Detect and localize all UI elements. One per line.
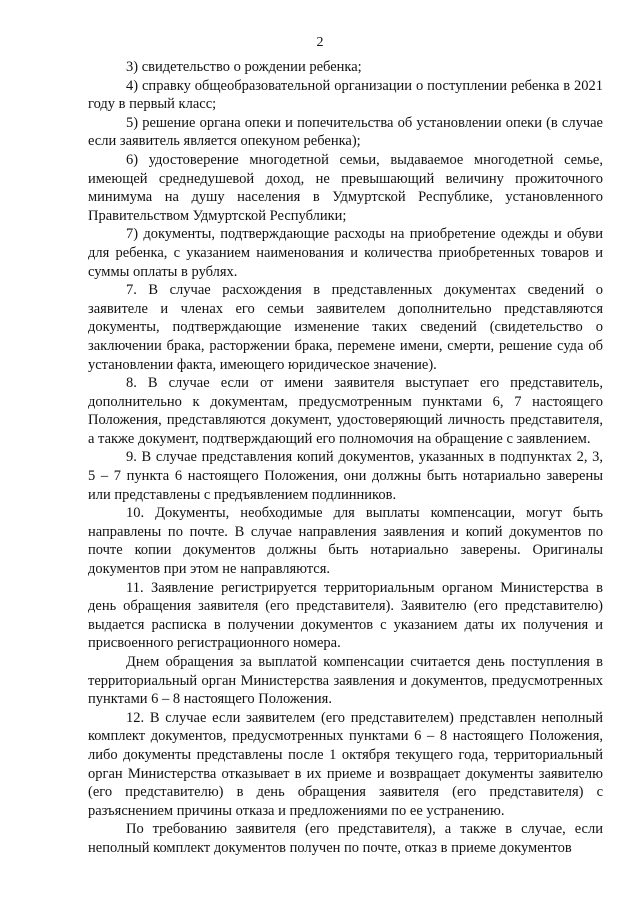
paragraph-clause-7: 7. В случае расхождения в представленных документах сведений о заявителе и членах его семьи заявителем дополнительно представляются документы, подтверждающие изменение таких сведений (свидетельство о заключении брака, расторжении брака, перемене имени, смерти, решение суда об установлении факта, имеющего юридическое значение). <box>88 282 603 373</box>
paragraph-clause-12: 12. В случае если заявителем (его представителем) представлен неполный комплект документов, предусмотренных пунктами 6 – 8 настоящего Положения, либо документы представлены после 1 октября текущего года, территориальный орган Министерства отказывает в их приеме и возвращает документы заявителю (его представителю) в день обращения заявителя (его представителя) с разъяснением причины отказа и предложениями по ее устранению. <box>88 709 603 819</box>
paragraph-refusal-request: По требованию заявителя (его представителя), а также в случае, если неполный комплект документов получен по почте, отказ в приеме документов <box>88 821 603 856</box>
paragraph-item-4: 4) справку общеобразовательной организации о поступлении ребенка в 2021 году в первый класс; <box>88 77 603 113</box>
paragraph-clause-10: 10. Документы, необходимые для выплаты компенсации, могут быть направлены по почте. В случае направления заявления и копий документов по почте копии документов должны быть нотариально заверены. Оригиналы документов при этом не направляются. <box>88 505 603 578</box>
paragraph-item-7: 7) документы, подтверждающие расходы на приобретение одежды и обуви для ребенка, с указанием наименования и количества приобретенных товаров и суммы оплаты в рублях. <box>88 226 603 280</box>
paragraph-item-5: 5) решение органа опеки и попечительства об установлении опеки (в случае если заявитель является опекуном ребенка); <box>88 114 603 150</box>
paragraph-item-6: 6) удостоверение многодетной семьи, выдаваемое многодетной семье, имеющей среднедушевой доход, не превышающий величину прожиточного минимума на душу населения в Удмуртской Республике, установленного Правительством Удмуртской Республики; <box>88 151 603 224</box>
document-body <box>88 58 603 858</box>
paragraph-clause-11: 11. Заявление регистрируется территориальным органом Министерства в день обращения заявителя (его представителя). Заявителю (его представителю) выдается расписка в получении документов с указанием даты их получения и присвоенного регистрационного номера. <box>88 579 603 652</box>
page-number: 2 <box>316 35 324 50</box>
paragraph-clause-8: 8. В случае если от имени заявителя выступает его представитель, дополнительно к документам, предусмотренным пунктами 6, 7 настоящего Положения, представляются документ, удостоверяющий личность представителя, а также документ, подтверждающий его полномочия на обращение с заявлением. <box>88 375 603 447</box>
paragraph-item-3: 3) свидетельство о рождении ребенка; <box>126 59 362 75</box>
paragraph-application-date: Днем обращения за выплатой компенсации считается день поступления в территориальный орган Министерства заявления и документов, предусмотренных пунктами 6 – 8 настоящего Положения. <box>88 654 603 708</box>
paragraph-clause-9: 9. В случае представления копий документов, указанных в подпунктах 2, 3, 5 – 7 пункта 6 настоящего Положения, они должны быть нотариально заверены или представлены с предъявлением подлинников. <box>88 449 603 503</box>
